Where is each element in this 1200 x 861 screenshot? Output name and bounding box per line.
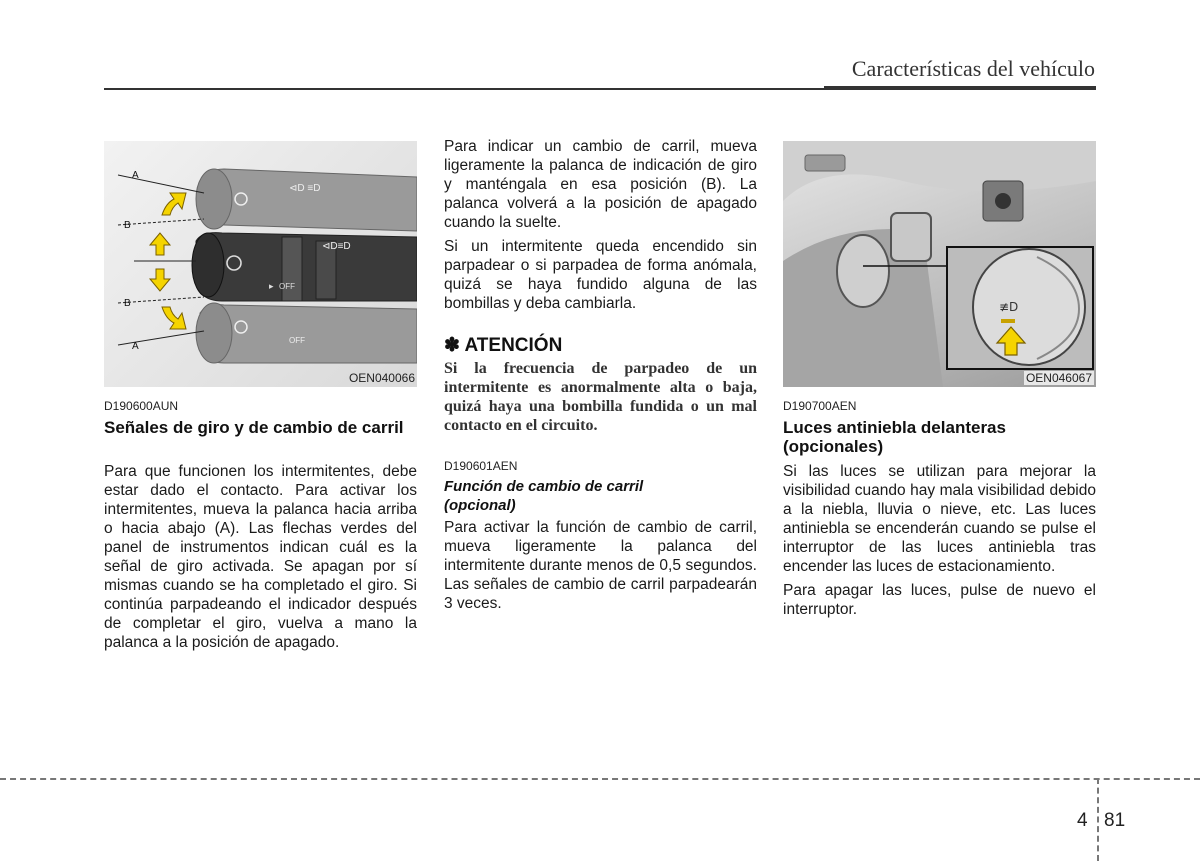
figure-caption-left: OEN040066 xyxy=(348,371,415,385)
body-paragraph: Para que funcionen los intermitentes, debe estar dado el contacto. Para activar los intermitentes, mueva la palanca hacia arriba o hacia abajo (A). Las flechas verdes del panel de instrumentos indican cuál es la señal de giro activada. Se apagan por sí mismas cuando se ha completado el giro. Si continúa parpadeando el indicador después de completar el giro, vuelva a mano la palanca a la posición de apagado. xyxy=(104,463,417,651)
column-3-text xyxy=(783,462,1096,624)
svg-text:≢D: ≢D xyxy=(999,300,1019,314)
arrow-down-icon xyxy=(150,269,170,291)
section-heading: Señales de giro y de cambio de carril xyxy=(104,418,404,437)
turn-signal-lever-figure xyxy=(104,141,417,387)
svg-text:⊲D≡D: ⊲D≡D xyxy=(322,241,351,252)
section-heading: Luces antiniebla delanteras (opcionales) xyxy=(783,418,1006,456)
curved-arrow-down-icon xyxy=(162,307,186,329)
body-paragraph: Para activar la función de cambio de carril, mueva ligeramente la palanca del intermitente durante menos de 0,5 segundos. Las señales de cambio de carril parpadearán 3 veces. xyxy=(444,519,757,612)
section-code: D190601AEN xyxy=(444,459,518,473)
footer-rule xyxy=(0,778,1200,780)
section-subheading: Función de cambio de carril (opcional) xyxy=(444,478,644,514)
chapter-number: 4 xyxy=(1077,810,1088,831)
body-paragraph: Si las luces se utilizan para mejorar la visibilidad cuando hay mala visibilidad debido a la niebla, lluvia o nieve, etc. Las luces antiniebla se encenderán cuando se pulse el interruptor de las luces antiniebla tras encender las luces de estacionamiento. xyxy=(783,463,1096,575)
label-b-bottom: B xyxy=(124,298,131,309)
arrow-up-icon xyxy=(150,233,170,255)
page-number: 81 xyxy=(1104,810,1126,831)
label-a-top: A xyxy=(132,170,139,181)
section-code: D190700AEN xyxy=(783,399,857,413)
off-label-middle: OFF xyxy=(279,282,295,291)
header-rule-accent xyxy=(824,86,1096,90)
fog-light-switch-figure xyxy=(783,141,1096,387)
attention-text: Si la frecuencia de parpadeo de un intermitente es anormalmente alta o baja, quizá haya una bombilla fundida o un mal contacto en el circuito. xyxy=(444,360,757,434)
figure-caption-right: OEN046067 xyxy=(1025,371,1092,385)
label-a-bottom: A xyxy=(132,341,139,352)
section-code: D190600AUN xyxy=(104,399,179,413)
svg-text:⊲D ≡D: ⊲D ≡D xyxy=(289,183,321,194)
body-paragraph: Para apagar las luces, pulse de nuevo el interruptor. xyxy=(783,582,1096,618)
body-paragraph: Si un intermitente queda encendido sin parpadear o si parpadea de forma anómala, quizá se haya fundido alguna de las bombillas y deba cambiarla. xyxy=(444,238,757,312)
column-2-text-top xyxy=(444,137,757,318)
svg-text:▸: ▸ xyxy=(269,281,274,291)
attention-title: ✽ ATENCIÓN xyxy=(444,335,563,356)
running-header-title: Características del vehículo xyxy=(851,56,1095,81)
footer-divider xyxy=(1097,778,1099,861)
label-b-top: B xyxy=(124,220,131,231)
body-paragraph: Para indicar un cambio de carril, mueva ligeramente la palanca de indicación de giro y manténgala en esa posición (B). La palanca volverá a la posición de apagado cuando la suelte. xyxy=(444,138,757,231)
off-label-bottom: OFF xyxy=(289,336,305,345)
curved-arrow-up-icon xyxy=(162,193,186,215)
